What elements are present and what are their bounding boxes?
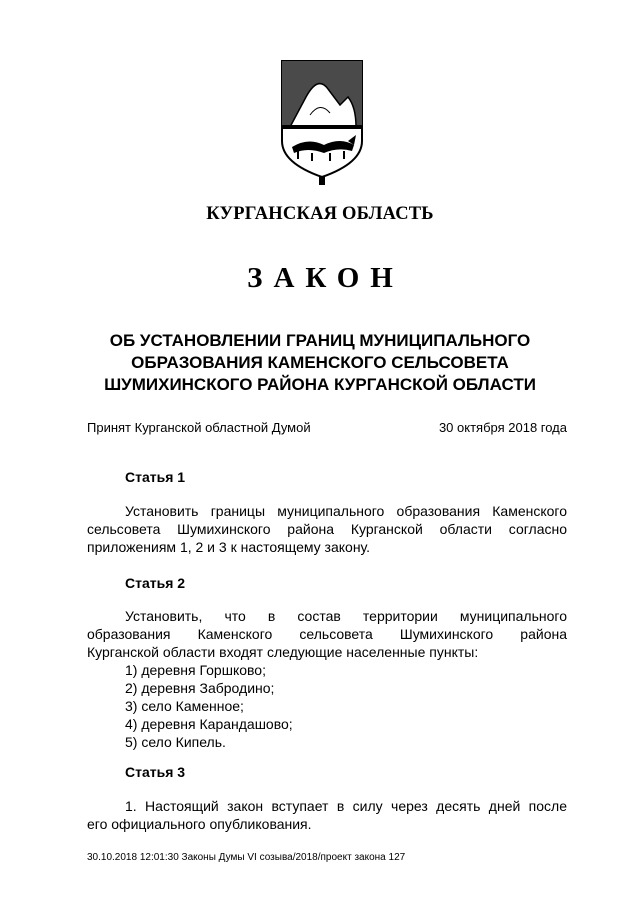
text-line: Установить, что в состав территории муниципального [125, 608, 567, 624]
title-line: ОБ УСТАНОВЛЕНИИ ГРАНИЦ МУНИЦИПАЛЬНОГО [109, 331, 531, 350]
text-line: сельсовета Шумихинского района Курганской области согласно [87, 521, 567, 537]
footer-stamp: 30.10.2018 12:01:30 Законы Думы VI созыва/2018/проект закона 127 [87, 852, 406, 863]
text-line: 1. Настоящий закон вступает в силу через десять дней после [125, 798, 567, 814]
article-1-heading: Статья 1 [125, 469, 186, 485]
document-type: ЗАКОН [247, 262, 404, 294]
title-line: ШУМИХИНСКОГО РАЙОНА КУРГАНСКОЙ ОБЛАСТИ [104, 375, 536, 394]
text-line: образования Каменского сельсовета Шумихинского района [87, 626, 567, 642]
list-item: 5) село Кипель. [125, 734, 226, 750]
article-3-text [87, 797, 567, 833]
adoption-date: 30 октября 2018 года [438, 420, 567, 435]
region-name: КУРГАНСКАЯ ОБЛАСТЬ [206, 204, 434, 224]
text-line: Установить границы муниципального образования Каменского [125, 503, 567, 519]
article-3-heading: Статья 3 [125, 764, 186, 780]
list-item: 2) деревня Забродино; [125, 680, 275, 696]
text-line: его официального опубликования. [87, 816, 312, 832]
list-item: 4) деревня Карандашово; [125, 716, 293, 732]
document-title [0, 330, 640, 396]
title-line: ОБРАЗОВАНИЯ КАМЕНСКОГО СЕЛЬСОВЕТА [131, 353, 509, 372]
article-2-text [87, 607, 567, 751]
text-line: приложениям 1, 2 и 3 к настоящему закону. [87, 539, 371, 555]
list-item: 1) деревня Горшково; [125, 662, 266, 678]
text-line: Курганской области входят следующие населенные пункты: [87, 644, 479, 660]
article-2-heading: Статья 2 [125, 575, 186, 591]
article-1-text [87, 502, 567, 556]
list-item: 3) село Каменное; [125, 698, 244, 714]
coat-of-arms-icon [268, 55, 376, 187]
adopted-by: Принят Курганской областной Думой [87, 420, 311, 435]
